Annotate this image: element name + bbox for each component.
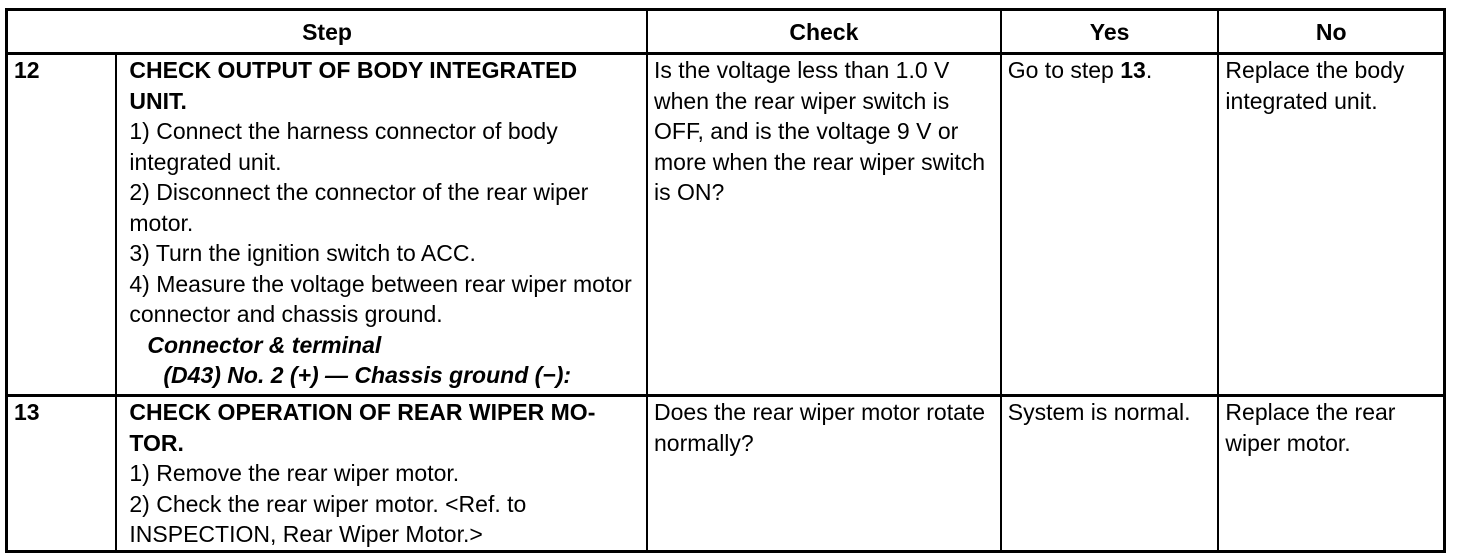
spec-value: (D43) No. 2 (+) — Chassis ground (−): — [163, 362, 572, 388]
step-number: 13 — [7, 396, 117, 552]
table-header-row — [7, 10, 1445, 54]
substep: 3) Turn the ignition switch to ACC. — [129, 240, 476, 266]
step-number: 12 — [7, 54, 117, 396]
check-cell: Does the rear wiper motor rotate normally? — [647, 396, 1001, 552]
substep: 1) Remove the rear wiper motor. — [129, 460, 460, 486]
table-row — [7, 54, 1445, 396]
diagnostic-table — [5, 8, 1446, 553]
step-cell — [116, 396, 647, 552]
no-cell: Replace the rear wiper motor. — [1218, 396, 1444, 552]
spec-label: Connector & terminal — [147, 331, 382, 358]
yes-suffix: . — [1145, 57, 1153, 83]
step-title: CHECK OPERATION OF REAR WIPER MO-TOR. — [129, 399, 596, 456]
step-cell — [116, 54, 647, 396]
substep: 4) Measure the voltage between rear wiper motor connector and chassis ground. — [129, 270, 632, 327]
substep: 1) Connect the harness connector of body integrated unit. — [129, 118, 558, 175]
header-step: Step — [7, 10, 648, 54]
yes-cell: System is normal. — [1001, 396, 1219, 552]
check-cell: Is the voltage less than 1.0 V when the rear wiper switch is OFF, and is the voltage 9 V or more when the rear wiper switch is ON? — [647, 54, 1001, 396]
step-title: CHECK OUTPUT OF BODY INTEGRATED UNIT. — [129, 57, 578, 114]
no-cell: Replace the body integrated unit. — [1218, 54, 1444, 396]
table-row — [7, 396, 1445, 552]
substep: 2) Disconnect the connector of the rear wiper motor. — [129, 179, 589, 236]
header-check: Check — [647, 10, 1001, 54]
header-yes: Yes — [1001, 10, 1219, 54]
yes-step-link: 13 — [1120, 57, 1146, 83]
yes-prefix: Go to step — [1007, 57, 1121, 83]
yes-cell — [1001, 54, 1219, 396]
header-no: No — [1218, 10, 1444, 54]
substep: 2) Check the rear wiper motor. <Ref. to INSPECTION, Rear Wiper Motor.> — [129, 490, 527, 547]
